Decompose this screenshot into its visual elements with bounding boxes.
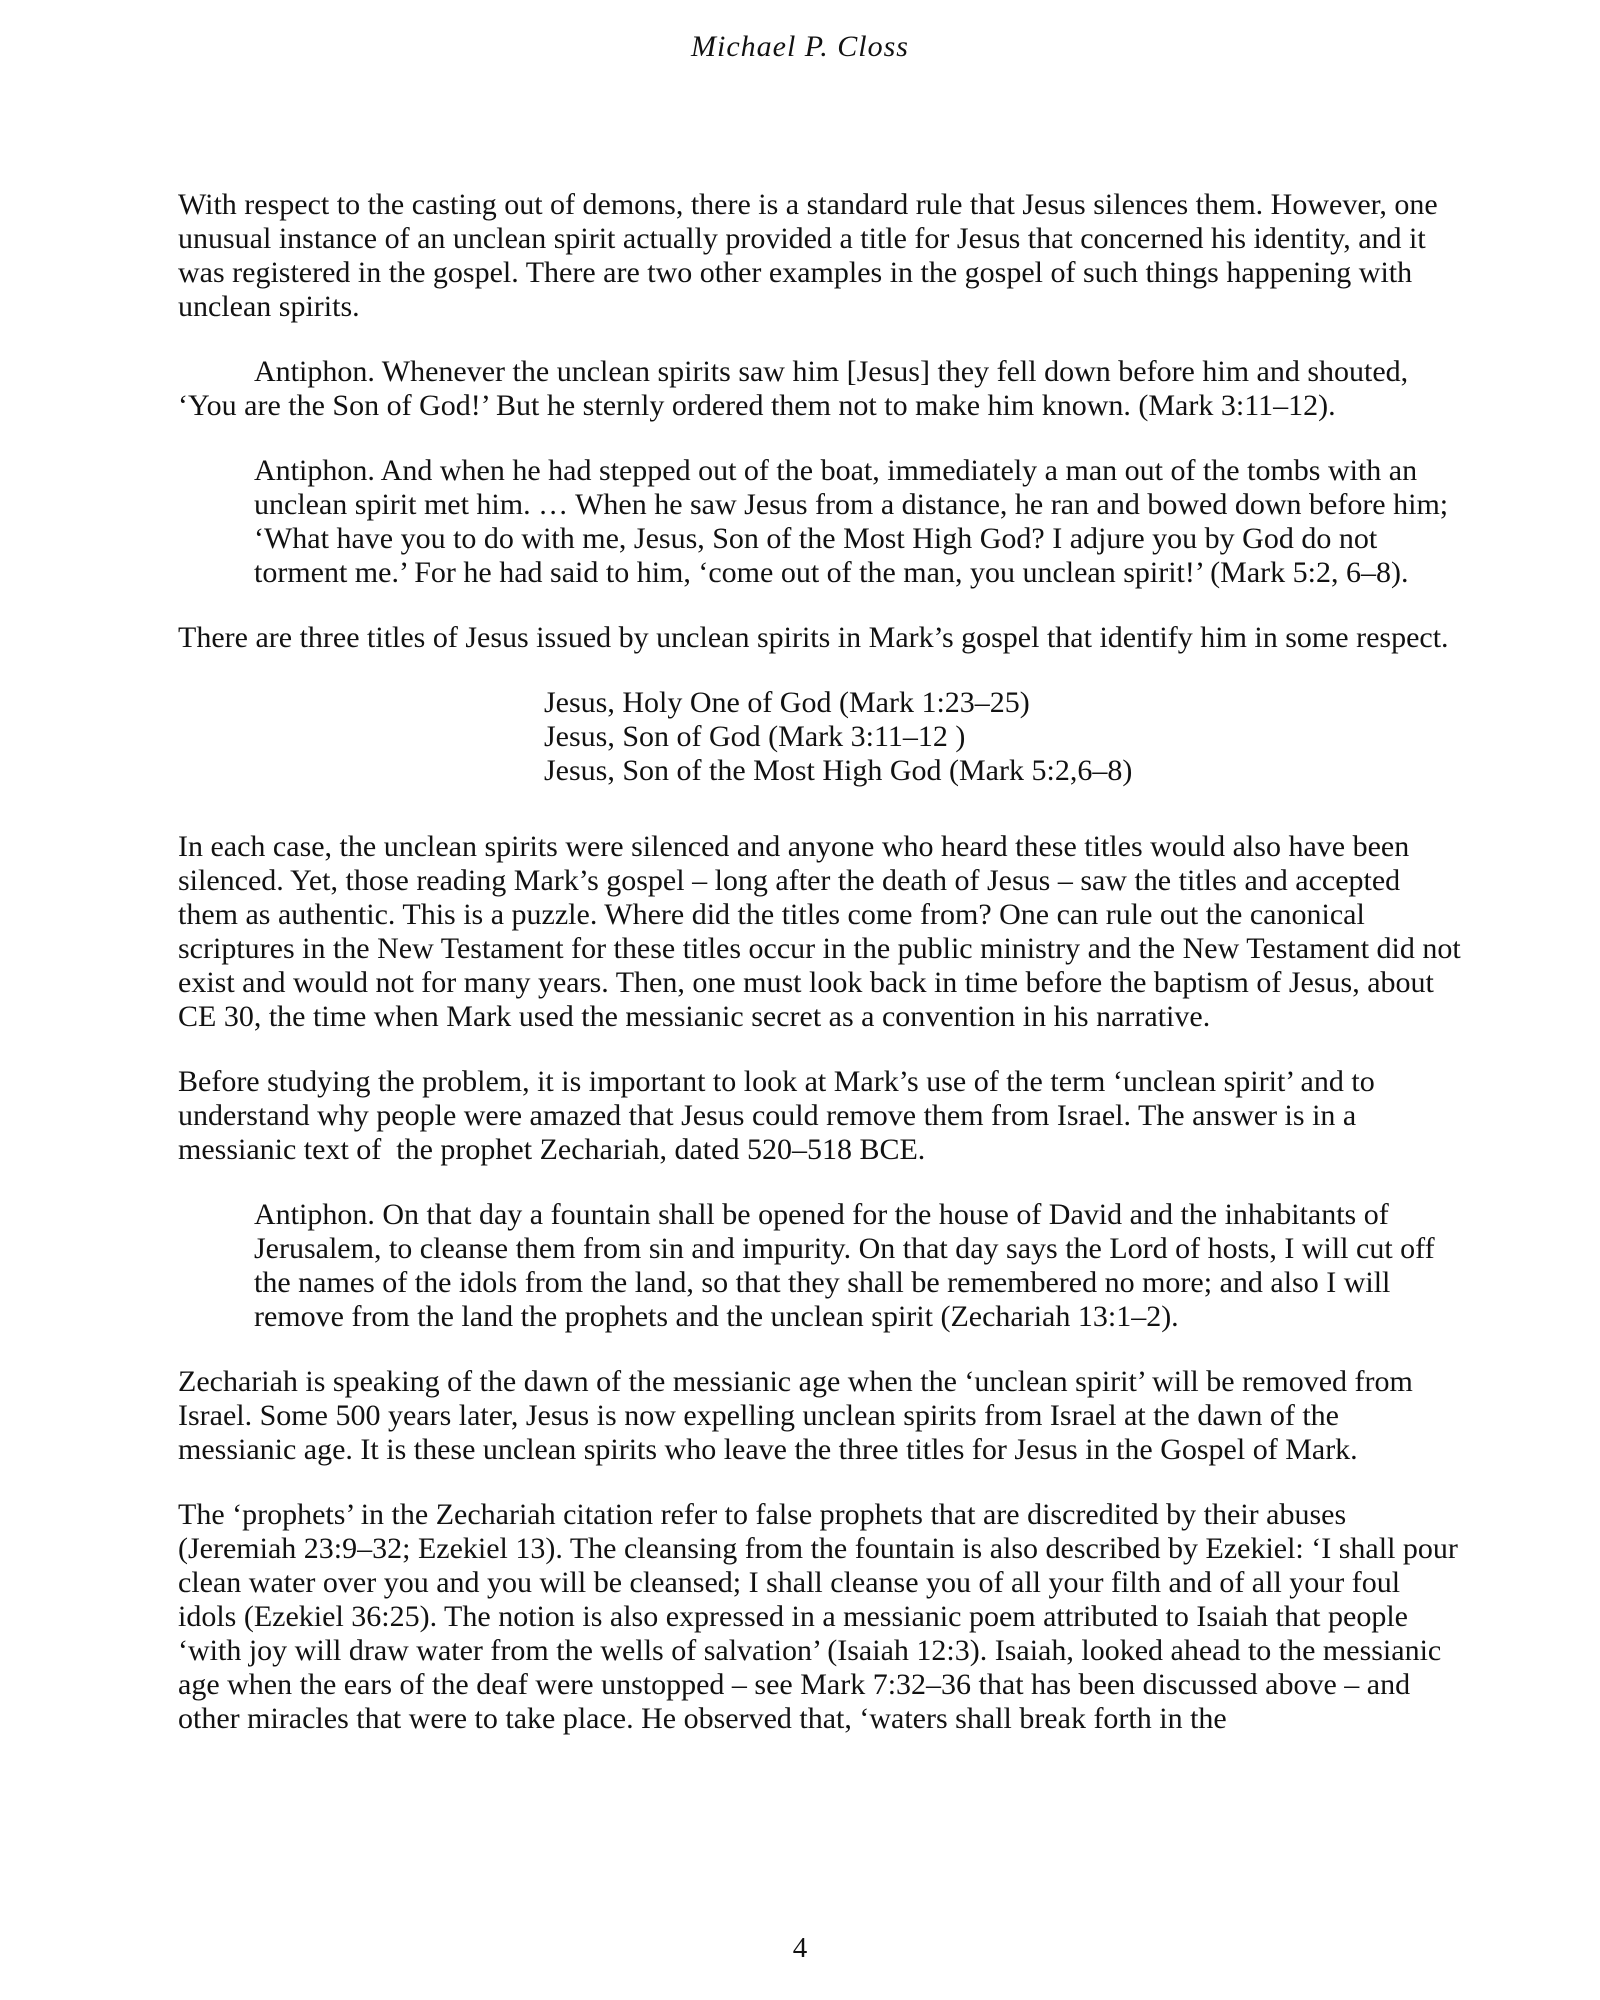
blockquote-antiphon-zechariah-13-1-2: Antiphon. On that day a fountain shall be opened for the house of David and the inhabitants of Jerusalem, to cleanse them from sin and impurity. On that day says the Lord of hosts, I will cut off the names of the idols from the land, so that they shall be remembered no more; and also I will remove from the land the prophets and the unclean spirit (Zechariah 13:1–2). [254,1198,1443,1333]
paragraph-casting-out-demons: With respect to the casting out of demons, there is a standard rule that Jesus silences them. However, one unusual instance of an unclean spirit actually provided a title for Jesus that concerned his identity, and it was registered in the gospel. There are two other examples in the gospel of such things happening with unclean spirits. [178,188,1446,323]
blockquote-antiphon-mark-5-2-6-8: Antiphon. And when he had stepped out of the boat, immediately a man out of the tombs with an unclean spirit met him. … When he saw Jesus from a distance, he ran and bowed down before him; ‘What have you to do with me, Jesus, Son of the Most High God? I adjure you by God do not torment me.’ For he had said to him, ‘come out of the man, you unclean spirit!’ (Mark 5:2, 6–8). [254,454,1456,589]
title-item-son-of-most-high-god: Jesus, Son of the Most High God (Mark 5:2,6–8) [544,754,1133,787]
running-header-author: Michael P. Closs [691,30,909,63]
page-body [178,188,1469,1767]
paragraph-before-studying: Before studying the problem, it is important to look at Mark’s use of the term ‘unclean spirit’ and to understand why people were amazed that Jesus could remove them from Israel. The answer is in a messianic text of the prophet Zechariah, dated 520–518 BCE. [178,1065,1383,1166]
page-number: 4 [792,1932,808,1964]
title-item-holy-one-of-god: Jesus, Holy One of God (Mark 1:23–25) [544,686,1030,719]
paragraph-three-titles-intro: There are three titles of Jesus issued by unclean spirits in Mark’s gospel that identify him in some respect. [178,621,1449,654]
title-item-son-of-god: Jesus, Son of God (Mark 3:11–12 ) [544,720,966,753]
paragraph-prophets-citation: The ‘prophets’ in the Zechariah citation refer to false prophets that are discredited by their abuses (Jeremiah 23:9–32; Ezekiel 13). The cleansing from the fountain is also described by Ezekiel: ‘I shall pour clean water over you and you will be cleansed; I shall cleanse you of all your filth and of all your foul idols (Ezekiel 36:25). The notion is also expressed in a messianic poem attributed to Isaiah that people ‘with joy will draw water from the wells of salvation’ (Isaiah 12:3). Isaiah, looked ahead to the messianic age when the ears of the deaf were unstopped – see Mark 7:32–36 that has been discussed above – and other miracles that were to take place. He observed that, ‘waters shall break forth in the [178,1498,1466,1735]
titles-list [178,686,1462,788]
blockquote-antiphon-mark-3-11-12: Antiphon. Whenever the unclean spirits saw him [Jesus] they fell down before him and shouted, ‘You are the Son of God!’ But he sternly ordered them not to make him known. (Mark 3:11–12). [178,355,1416,422]
paragraph-zechariah-speaking: Zechariah is speaking of the dawn of the messianic age when the ‘unclean spirit’ will be removed from Israel. Some 500 years later, Jesus is now expelling unclean spirits from Israel at the dawn of the messianic age. It is these unclean spirits who leave the three titles for Jesus in the Gospel of Mark. [178,1365,1421,1466]
paragraph-in-each-case: In each case, the unclean spirits were silenced and anyone who heard these titles would also have been silenced. Yet, those reading Mark’s gospel – long after the death of Jesus – saw the titles and accepted them as authentic. This is a puzzle. Where did the titles come from? One can rule out the canonical scriptures in the New Testament for these titles occur in the public ministry and the New Testament did not exist and would not for many years. Then, one must look back in time before the baptism of Jesus, about CE 30, the time when Mark used the messianic secret as a convention in his narrative. [178,830,1469,1033]
